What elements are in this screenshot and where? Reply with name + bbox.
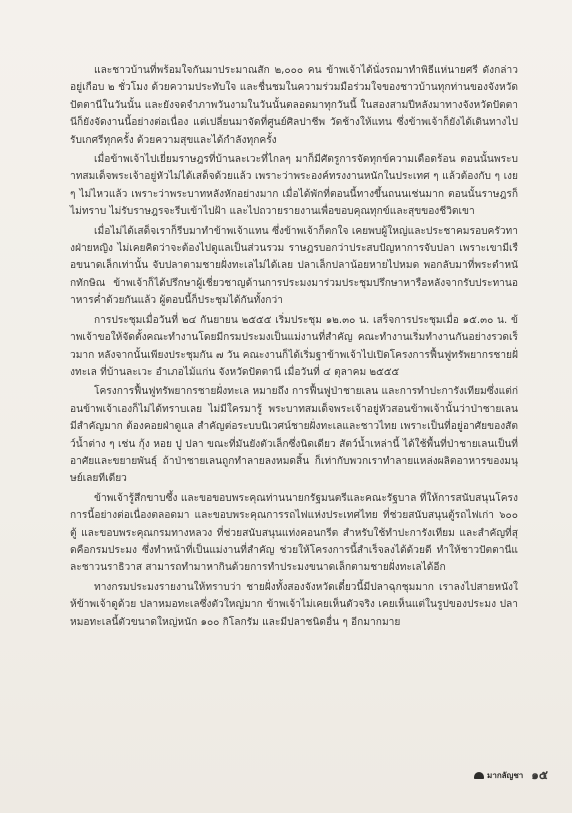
- paragraph-5: โครงการฟื้นฟูทรัพยากรชายฝั่งทะเล หมายถึง การฟื้นฟูป่าชายเลน และการทำปะการังเทียมซึ่งแต่ก่อนข้าพเจ้าเองก็ไม่ได้ทราบเลย ไม่มีใครมารู้ พระบาทสมเด็จพระเจ้าอยู่หัวสอนข้าพเจ้านั้นว่าป่าชายเลนมีสำคัญมาก ต้องคอยฝ่าดูแล สำคัญต่อระบบนิเวศน์ชายฝั่งทะเลและชาวไทย เพราะเป็นที่อยู่อาศัยของสัตว์น้ำต่าง ๆ เช่น กุ้ง หอย ปู ปลา ขณะที่มันยังตัวเล็กซึ่งนิดเดียว สัตว์น้ำเหล่านี้ ได้ใช้พื้นที่ป่าชายเลนเป็นที่อาศัยและขยายพันธุ์ ถ้าป่าชายเลนถูกทำลายลงหมดสิ้น ก็เท่ากับพวกเราทำลายแหล่งผลิตอาหารของมนุษย์เลยทีเดียว: [70, 386, 518, 485]
- paragraph-3: เมื่อไม่ได้เสด็จเราก็รีบมาทำข้าพเจ้าแทน ซึ่งข้าพเจ้าก็ตกใจ เคยพบผู้ใหญ่และประชาคมรอบครัวทางฝ่ายหญิง ไม่เคยคิดว่าจะต้องไปดูแลเป็นส่วนรวม ราษฎรบอกว่าประสบปัญหาการจับปลา เพราะเขามีเรือขนาดเล็กเท่านั้น จับปลาตามชายฝั่งทะเลไม่ได้เลย ปลาเล็กปลาน้อยหายไปหมด พอกลับมาที่พระตำหนักทักษิณ ข้าพเจ้าก็ได้ปรึกษาผู้เชี่ยวชาญด้านการประมงมาร่วมประชุมปรึกษาหารือหลังจากรับประทานอาหารค่ำด้วยกันแล้ว ผู้ตอบนี้ก็ประชุมได้กันทั้งกว่า: [70, 225, 518, 307]
- document-body: [70, 62, 518, 633]
- page-number: ๑๕: [531, 768, 548, 782]
- logo-icon: [474, 772, 484, 779]
- logo: [474, 769, 523, 782]
- paragraph-1: และชาวบ้านที่พร้อมใจกันมาประมาณสัก ๒,๐๐๐ คน ข้าพเจ้าได้นั่งรถมาทำพิธีแห่นายศรี ดังกล่าวอยู่เกือบ ๒ ชั่วโมง ด้วยความประทับใจ และชื่นชมในความร่วมมือร่วมใจของชาวบ้านทุกท่านของจังหวัดปัตตานีในวันนั้น และยังจดจำภาพวันงามในวันนั้นตลอดมาทุกวันนี้ ในสองสามปีหลังมาทางจังหวัดปัตตานีก็ยังจัดงานนี้อย่างต่อเนื่อง แต่เปลี่ยนมาจัดที่ศูนย์ศิลปาชีพ วัดช้างให้แทน ซึ่งข้าพเจ้าก็ยังได้เดินทางไปรับเกศรีทุกครั้ง ด้วยความสุขและได้กำลังทุกครั้ง: [70, 65, 518, 146]
- paragraph-7: ทางกรมประมงรายงานให้ทราบว่า ชายฝั่งทั้งสองจังหวัดเดี๋ยวนี้มีปลาฉุกชุมมาก เราลงไปสายหนังให้ข้าพเจ้าดูด้วย ปลาหมอทะเลซึ่งตัวใหญ่มาก ข้าพเจ้าไม่เคยเห็นตัวจริง เคยเห็นแต่ในรูปของประมง ปลาหมอทะเลนี้ตัวขนาดใหญ่หนัก ๑๐๐ กิโลกรัม และมีปลาชนิดอื่น ๆ อีกมากมาย: [70, 581, 518, 628]
- paragraph-6: ข้าพเจ้ารู้สึกขาบซึ้ง และขอขอบพระคุณท่านนายกรัฐมนตรีและคณะรัฐบาล ที่ให้การสนับสนุนโครงการนี้อย่างต่อเนื่องตลอดมา และขอบพระคุณการรถไฟแห่งประเทศไทย ที่ช่วยสนับสนุนตู้รถไฟเก่า ๖๐๐ ตู้ และขอบพระคุณกรมทางหลวง ที่ช่วยสนับสนุนแท่งคอนกรีต สำหรับใช้ทำปะการังเทียม และสำคัญที่สุดคือกรมประมง ซึ่งทำหน้าที่เป็นแม่งานที่สำคัญ ช่วยให้โครงการนี้สำเร็จลงได้ด้วยดี ทำให้ชาวปัตตานีและชาวนราธิวาส สามารถทำมาหากินด้วยการทำประมงขนาดเล็กตามชายฝั่งทะเลได้อีก: [70, 492, 518, 574]
- logo-text: มากลัญชา: [487, 771, 524, 780]
- paragraph-2: เมื่อข้าพเจ้าไปเยี่ยมราษฎรที่บ้านละเวะที่ไกลๆ มาก็มีศัตรูการจัดทุกข์ความเดือดร้อน ตอนนั้นพระบาทสมเด็จพระเจ้าอยู่หัวไม่ได้เสด็จด้วยแล้ว เพราะว่าพระองค์ทรงงานหนักในประเทศ ๆ แล้วต้องกับ ๆ เงย ๆ ไม่ไหวแล้ว เพราะว่าพระบาทหลังหักอย่างมาก เมื่อได้พักที่ตอนนี้ทางขึ้นถนนเช่นมาก ตอนนั้นราษฎรก็ไม่ทราบ ไม่รับราษฎรจะรีบเข้าไปฝ้า และไปถวายรายงานเพื่อขอบคุณทุกข์และสุขของชีวิตเขา: [70, 154, 518, 218]
- page-footer: [474, 766, 548, 785]
- paragraph-4: การประชุมเมื่อวันที่ ๒๔ กันยายน ๒๕๕๕ เริ่มประชุม ๑๒.๓๐ น. เสร็จการประชุมเมื่อ ๑๕.๓๐ น. ข้าพเจ้าขอให้จัดตั้งคณะทำงานโดยมีกรมประมงเป็นแม่งานที่สำคัญ คณะทำงานเริ่มทำงานกันอย่างรวดเร็วมาก หลังจากนั้นเพียงประชุมกัน ๗ วัน คณะงานก็ได้เริ่มฐาข้าพเจ้าไปเปิดโครงการฟื้นฟูทรัพยากรชายฝั่งทะเล ที่บ้านละเวะ อำเภอไม้แก่น จังหวัดปัตตานี เมื่อวันที่ ๔ ตุลาคม ๒๕๕๕: [70, 314, 518, 378]
